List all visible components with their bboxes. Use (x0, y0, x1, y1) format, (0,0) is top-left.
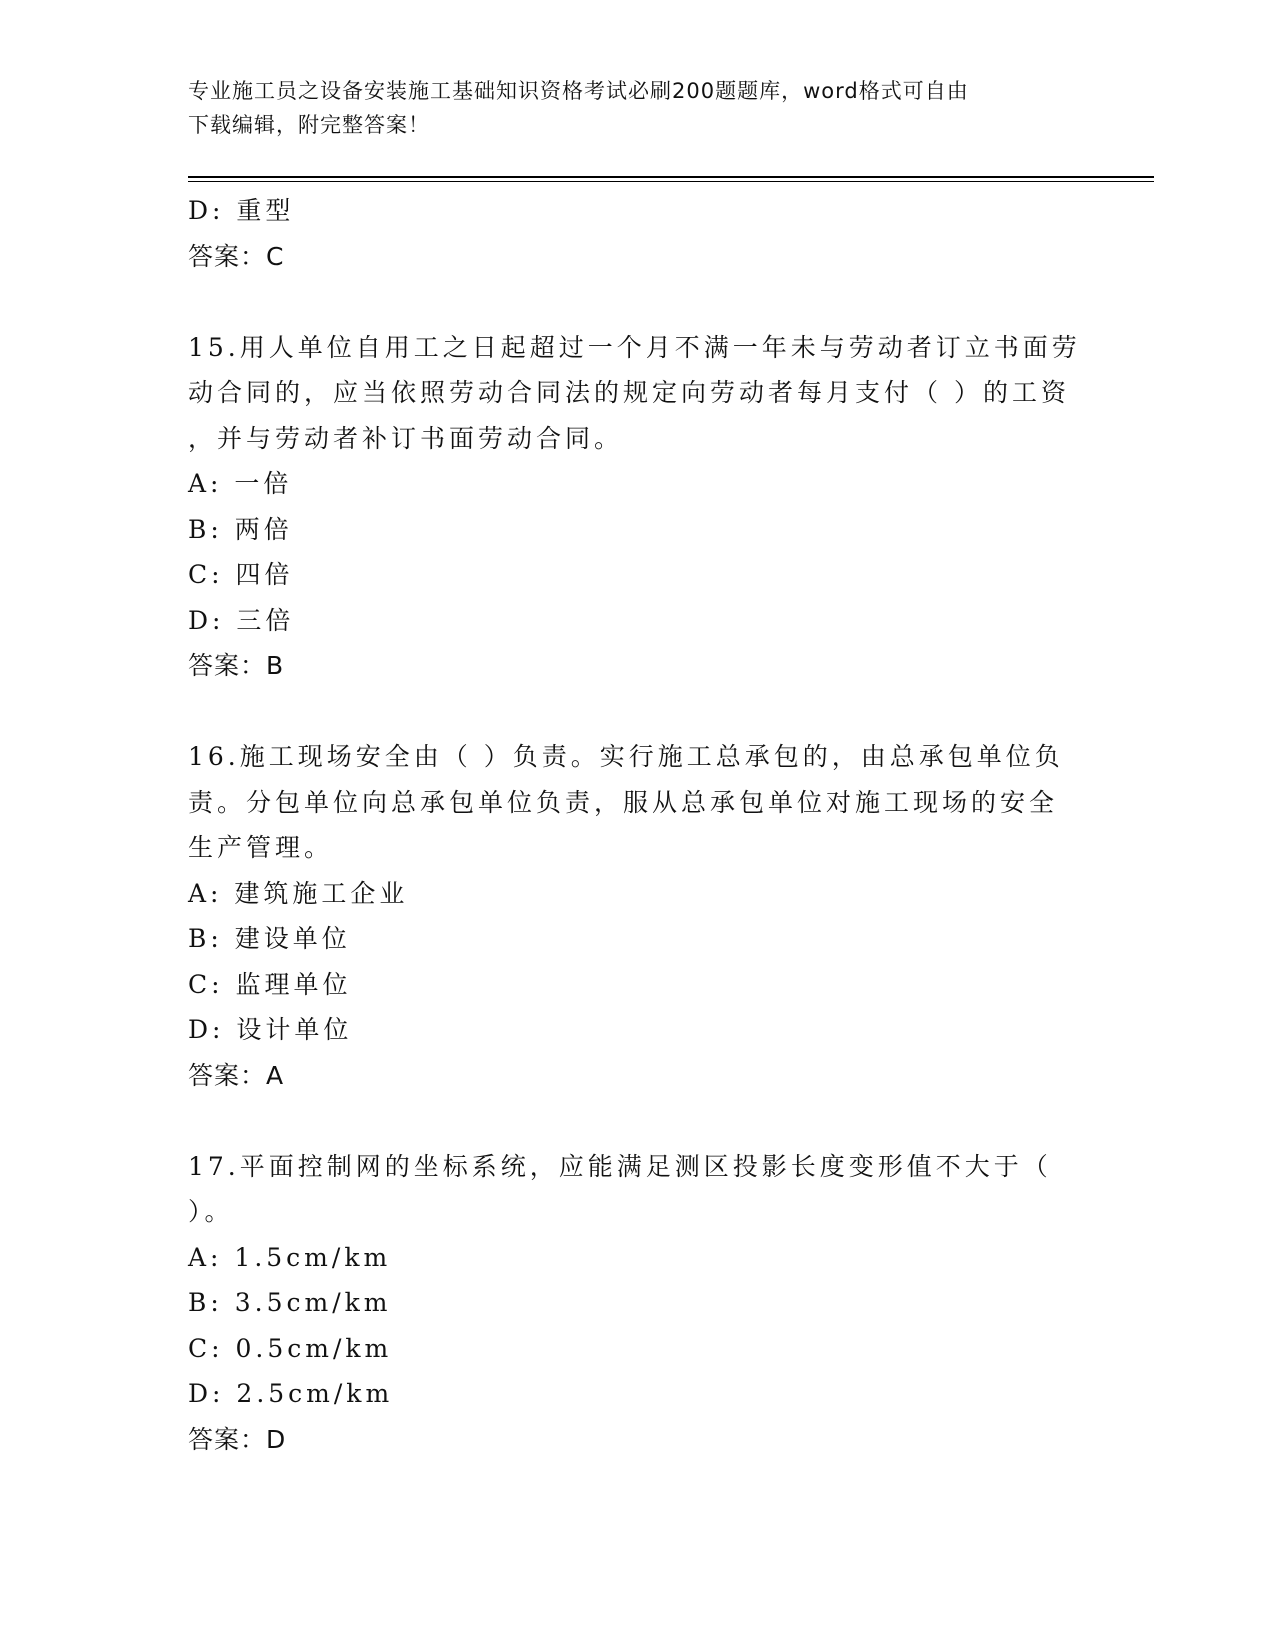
option-d: D: 设计单位 (188, 1015, 353, 1044)
question-text-line: 16.施工现场安全由（ ）负责。实行施工总承包的，由总承包单位负 (188, 742, 1064, 771)
question-16 (188, 734, 1088, 1098)
header-line-1: 专业施工员之设备安装施工基础知识资格考试必刷200题题库，word格式可自由 (188, 79, 969, 103)
option-b: B: 两倍 (188, 514, 293, 544)
question-text-line: 生产管理。 (188, 833, 334, 862)
option-c: C: 监理单位 (188, 969, 352, 999)
spacer (188, 689, 1088, 735)
header-rule-thick (188, 176, 1154, 178)
question-text-line: 17.平面控制网的坐标系统，应能满足测区投影长度变形值不大于（ (188, 1151, 1052, 1181)
option-c: C: 四倍 (188, 560, 294, 589)
option-a: A: 一倍 (188, 469, 293, 498)
answer-line: 答案：D (188, 1424, 287, 1454)
option-a: A: 1.5cm/km (188, 1242, 392, 1272)
answer-line: 答案：C (188, 241, 285, 271)
option-a: A: 建筑施工企业 (188, 878, 409, 908)
answer-line: 答案：B (188, 651, 285, 680)
header-rule-thin (188, 181, 1154, 182)
document-header (188, 74, 1088, 142)
header-line-2: 下载编辑，附完整答案！ (188, 113, 430, 137)
option-b: B: 3.5cm/km (188, 1288, 392, 1317)
question-17 (188, 1144, 1088, 1463)
question-text-line: 15.用人单位自用工之日起超过一个月不满一年未与劳动者订立书面劳 (188, 332, 1081, 362)
option-d: D: 2.5cm/km (188, 1379, 394, 1408)
previous-question-tail (188, 188, 1088, 279)
document-body (188, 188, 1088, 1462)
question-text-line: 责。分包单位向总承包单位负责，服从总承包单位对施工现场的安全 (188, 787, 1059, 817)
option-d: D: 重型 (188, 196, 295, 225)
option-d: D: 三倍 (188, 605, 295, 635)
option-b: B: 建设单位 (188, 924, 351, 953)
spacer (188, 1098, 1088, 1144)
question-text-line: ，并与劳动者补订书面劳动合同。 (188, 423, 624, 453)
question-text-line: ）。 (188, 1197, 234, 1226)
option-c: C: 0.5cm/km (188, 1333, 393, 1363)
spacer (188, 279, 1088, 325)
question-15 (188, 325, 1088, 689)
question-text-line: 动合同的，应当依照劳动合同法的规定向劳动者每月支付（ ）的工资 (188, 378, 1070, 407)
answer-line: 答案：A (188, 1060, 285, 1090)
